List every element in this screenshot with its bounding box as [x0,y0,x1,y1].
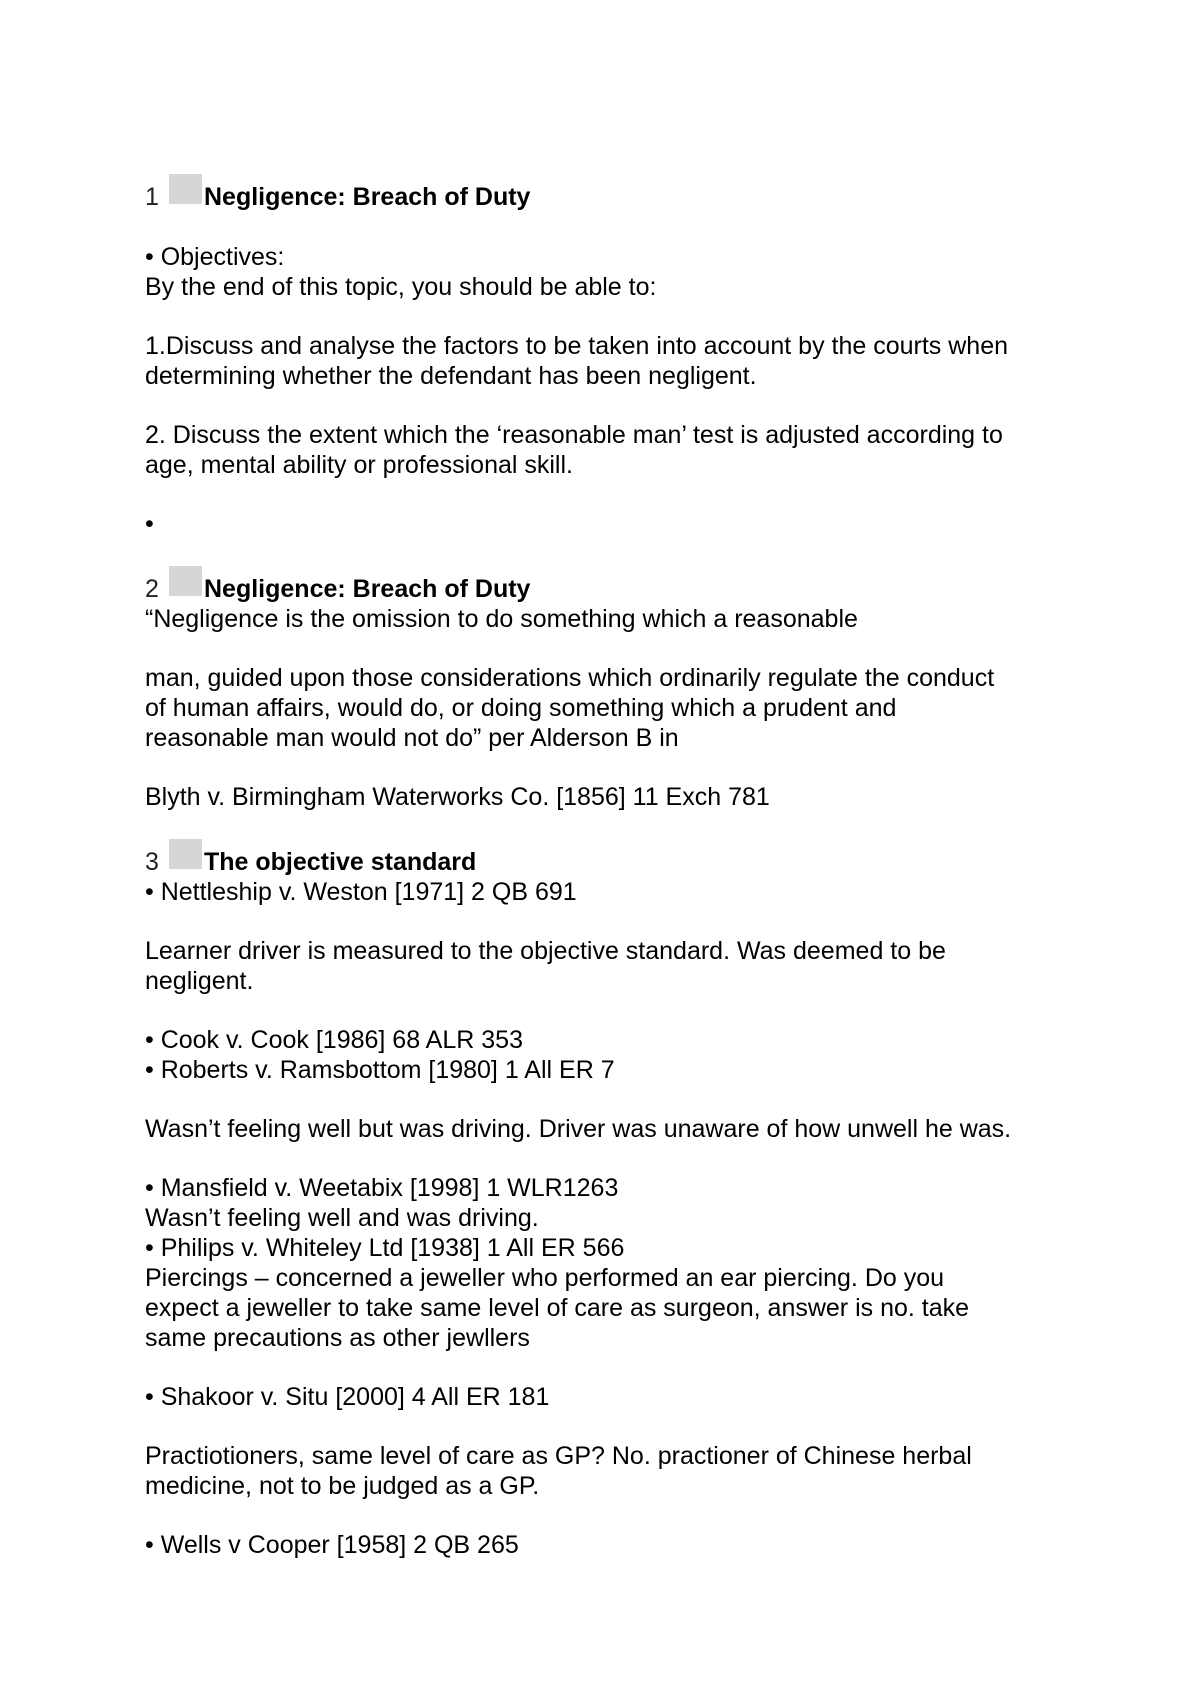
text-line: medicine, not to be judged as a GP. [145,1472,540,1500]
text-line: Learner driver is measured to the objective standard. Was deemed to be [145,937,946,965]
text-line: age, mental ability or professional skill. [145,451,573,479]
slide-title: Negligence: Breach of Duty [204,183,531,211]
text-line: 2. Discuss the extent which the ‘reasonable man’ test is adjusted according to [145,421,1003,449]
slide-thumbnail-icon [169,566,202,596]
slide-thumbnail-icon [169,839,202,869]
case-citation: • Shakoor v. Situ [2000] 4 All ER 181 [145,1383,550,1411]
slide-number: 2 [145,575,159,603]
text-line: Practiotioners, same level of care as GP? No. practioner of Chinese herbal [145,1442,972,1470]
text-line: Piercings – concerned a jeweller who performed an ear piercing. Do you [145,1264,945,1292]
text-line: Wasn’t feeling well but was driving. Driver was unaware of how unwell he was. [145,1115,1012,1143]
text-line: • Objectives: [145,243,285,271]
text-line: reasonable man would not do” per Alderson B in [145,724,679,752]
text-line: determining whether the defendant has been negligent. [145,362,757,390]
slide-number: 1 [145,183,159,211]
text-line: “Negligence is the omission to do something which a reasonable [145,605,858,633]
case-citation: • Cook v. Cook [1986] 68 ALR 353 [145,1026,523,1054]
slide-thumbnail-icon [169,174,202,204]
text-line: By the end of this topic, you should be able to: [145,273,657,301]
case-citation: • Roberts v. Ramsbottom [1980] 1 All ER 7 [145,1056,615,1084]
text-line: Blyth v. Birmingham Waterworks Co. [1856] 11 Exch 781 [145,783,770,811]
text-line: expect a jeweller to take same level of care as surgeon, answer is no. take [145,1294,970,1322]
case-citation: • Philips v. Whiteley Ltd [1938] 1 All ER 566 [145,1234,625,1262]
slide-3-heading [145,837,476,877]
text-line: negligent. [145,967,254,995]
slide-1-heading [145,172,530,212]
text-line: of human affairs, would do, or doing something which a prudent and [145,694,897,722]
case-citation: • Mansfield v. Weetabix [1998] 1 WLR1263 [145,1174,619,1202]
slide-number: 3 [145,848,159,876]
slide-title: Negligence: Breach of Duty [204,575,531,603]
text-line: 1.Discuss and analyse the factors to be taken into account by the courts when [145,332,1009,360]
case-citation: • Nettleship v. Weston [1971] 2 QB 691 [145,878,577,906]
slide-2-heading [145,564,530,604]
text-line: same precautions as other jewllers [145,1324,530,1352]
case-citation: • Wells v Cooper [1958] 2 QB 265 [145,1531,519,1559]
text-line: Wasn’t feeling well and was driving. [145,1204,539,1232]
slide-title: The objective standard [204,848,477,876]
bullet-empty: • [145,510,154,538]
text-line: man, guided upon those considerations which ordinarily regulate the conduct [145,664,995,692]
